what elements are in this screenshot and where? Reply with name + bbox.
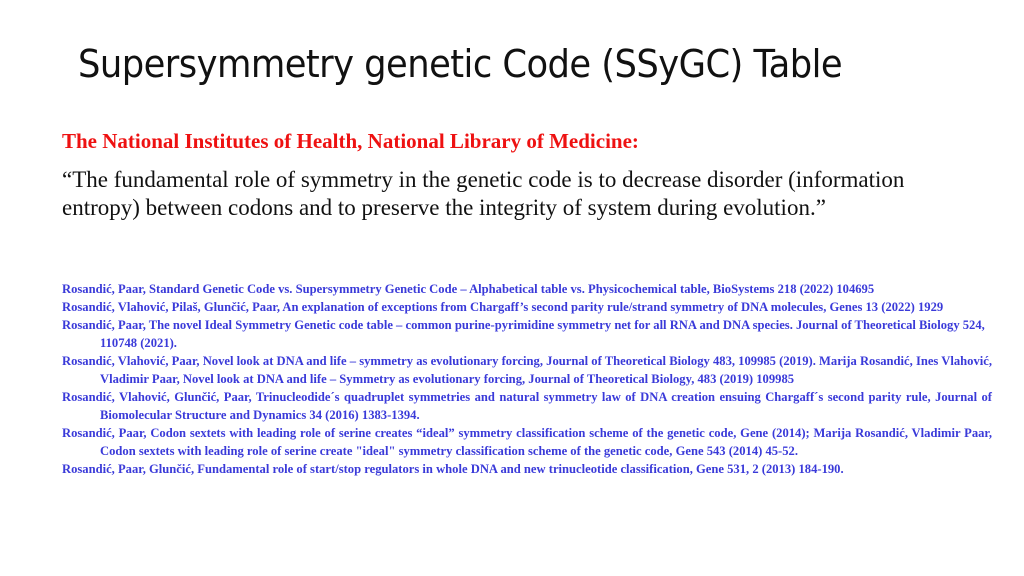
slide-title: Supersymmetry genetic Code (SSyGC) Table: [78, 42, 843, 86]
reference-item: Rosandić, Paar, The novel Ideal Symmetry Genetic code table – common purine-pyrimidine symmetry net for all RNA and DNA species. Journal of Theoretical Biology 524, 110748 (2021).: [62, 318, 985, 350]
reference-item: Rosandić, Vlahović, Pilaš, Glunčić, Paar, An explanation of exceptions from Chargaff’s second parity rule/strand symmetry of DNA molecules, Genes 13 (2022) 1929: [62, 300, 944, 314]
quote-text: “The fundamental role of symmetry in the genetic code is to decrease disorder (information entropy) between codons and to preserve the integrity of system during evolution.”: [62, 167, 905, 220]
reference-item: Rosandić, Vlahović, Glunčić, Paar, Trinucleodide´s quadruplet symmetries and natural symmetry law of DNA creation ensuing Chargaff´s second parity rule, Journal of Biomolecular Structure and Dynamics 34 (2016) 1383-1394.: [62, 390, 992, 422]
reference-item: Rosandić, Paar, Glunčić, Fundamental role of start/stop regulators in whole DNA and new trinucleotide classification, Gene 531, 2 (2013) 184-190.: [62, 462, 844, 476]
references-list: [62, 280, 992, 478]
source-heading: The National Institutes of Health, National Library of Medicine:: [62, 129, 639, 153]
reference-item: Rosandić, Vlahović, Paar, Novel look at DNA and life – symmetry as evolutionary forcing, Journal of Theoretical Biology 483, 109985 (2019). Marija Rosandić, Ines Vlahović, Vladimir Paar, Novel look at DNA and life – Symmetry as evolutionary forcing, Journal of Theoretical Biology, 483 (2019) 109985: [62, 354, 992, 386]
reference-item: Rosandić, Paar, Standard Genetic Code vs. Supersymmetry Genetic Code – Alphabetical table vs. Physicochemical table, BioSystems 218 (2022) 104695: [62, 282, 875, 296]
reference-item: Rosandić, Paar, Codon sextets with leading role of serine creates “ideal” symmetry classification scheme of the genetic code, Gene (2014); Marija Rosandić, Vladimir Paar, Codon sextets with leading role of serine create "ideal" symmetry classification scheme of the genetic code, Gene 543 (2014) 45-52.: [62, 426, 992, 458]
